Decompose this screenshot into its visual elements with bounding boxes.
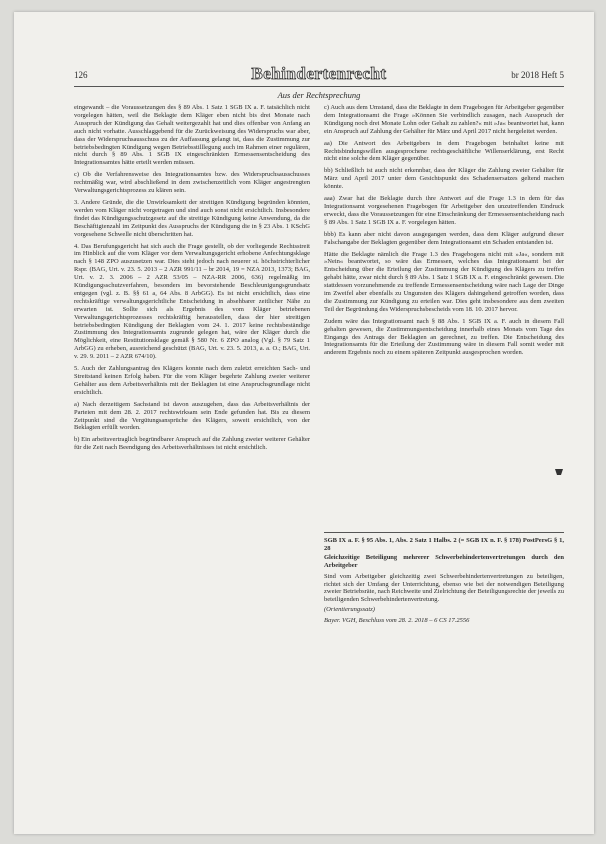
journal-title: Behindertenrecht bbox=[251, 64, 387, 83]
headnote-subtitle: Gleichzeitige Beteiligung mehrerer Schwerbehindertenvertretungen durch den Arbeitgeber bbox=[324, 553, 564, 569]
case-headnote bbox=[324, 532, 564, 625]
paragraph: c) Ob die Verfahrensweise des Integrationsamtes bzw. des Widerspruchsausschusses rechtmäßig war, wird abschließend in dem zwischenzeitlich vom Kläger angestrengten Verwaltungsgerichtsprozess zu klären sein. bbox=[74, 171, 310, 195]
paragraph: aaa) Zwar hat die Beklagte durch ihre Antwort auf die Frage 1.3 in dem für das Integrationsamt vorgesehenen Fragebogen für Arbeitgeber den unzutreffenden Eindruck erweckt, dass die Voraussetzungen für eine Einschränkung der Ermessensentscheidung nach § 89 Abs. 1 Satz 1 SGB IX a. F. vorgelegen hätten. bbox=[324, 195, 564, 226]
page-number: 126 bbox=[74, 70, 88, 80]
paragraph: Hätte die Beklagte nämlich die Frage 1.3 des Fragebogens nicht mit »Ja«, sondern mit »Nein« beantwortet, so wäre das Ermessen, welches das Integrationsamt bei der Entscheidung über die Erteilung der Zustimmung der Kündigung des Klägers zu treffen gehabt hätte, zwar nicht durch § 89 Abs. 1 Satz 1 SGB IX a. F. eingeschränkt gewesen. Die stattdessen vorzunehmende zu treffende Ermessensentscheidung wäre nach Lage der Dinge im Zweifel aber ebenfalls zu Ungunsten des Klägers dahingehend getroffen worden, dass die Zustimmung zur Kündigung zu erteilen war. Dies geht insbesondere aus dem zweiten Teil der Begründung des Widerspruchsbescheids vom 18. 10. 2017 hervor. bbox=[324, 250, 564, 313]
paragraph: Zudem wäre das Integrationsamt nach § 88 Abs. 1 SGB IX a. F. auch in diesem Fall gehalten gewesen, die Zustimmungsentscheidung innerhalb eines Monats vom Tage des Eingangs des Antrags der Beklagten an gerechnet, zu treffen. Die Entscheidung des Integrationsamts für die Erteilung der Zustimmung wäre in diesem Fall somit weder mit anderem Ergebnis noch zu einem späteren Zeitpunkt ausgesprochen worden. bbox=[324, 317, 564, 357]
paragraph: 4. Das Berufungsgericht hat sich auch die Frage gestellt, ob der vorliegende Rechtsstreit im Hinblick auf die vom Kläger vor dem Verwaltungsgericht erhobene Anfechtungsklage nach § 148 ZPO auszusetzen war. Dies steht jedoch nach neuerer st. höchstrichterlicher Rspr. (BAG, Urt. v. 23. 5. 2013 – 2 AZR 991/11 – br 2014, 19 = NZA 2013, 1373; BAG, Urt. v. 2. 3. 2006 – 2 AZR 53/05 – NZA-RR 2006, 636) regelmäßig im Kündigungsschutzverfahren, besonders im bevorstehende Beschleunigungsgrundsatz entgegen (vgl. z. B. §§ 61 a, 64 Abs. 8 ArbGG). Es ist nicht ersichtlich, dass eine rechtskräftige verwaltungsgerichtliche Entscheidung in absehbarer zeitlicher Nähe zu erwarten ist. Sollte sich als Ergebnis des vom Kläger betriebenen Verwaltungsgerichtsprozesses rechtskräftig herausstellen, dass der hier streitigen betriebsbedingten Kündigung der Beklagten vom 24. 1. 2017 keine rechtsbeständige Zustimmung des Integrationsamts zugrunde gelegen hat, wäre der Kläger durch die Möglichkeit, eine Restitutionsklage gemäß § 580 Nr. 6 ZPO analog (Vgl. § 79 Satz 1 ArbGG) zu erheben, ausreichend geschützt (BAG, Urt. v. 23. 5. 2013, a. a. O.; BAG, Urt. v. 29. 9. 2011 – 2 AZR 674/10). bbox=[74, 242, 310, 361]
paragraph: 5. Auch der Zahlungsantrag des Klägers konnte nach dem zuletzt erreichten Sach- und Streitstand keinen Erfolg haben. Für die vom Kläger begehrte Zahlung zweier weiterer Gehälter aus dem Arbeitsverhältnis mit der Beklagten ist eine Anspruchsgrundlage nicht ersichtlich. bbox=[74, 365, 310, 396]
issue-label: br 2018 Heft 5 bbox=[511, 70, 564, 80]
paragraph: eingewandt – die Voraussetzungen des § 89 Abs. 1 Satz 1 SGB IX a. F. tatsächlich nicht vorgelegen hätten, weil die Beklagte dem Kläger eben nicht bis drei Monate nach Ausspruch der Kündigung das Gehalt weitergezahlt hat und dies offenbar von Anfang an auch nicht vorhatte. Ausschlaggebend für die Zurückweisung des Widerspruchs war aber, dass der Widerspruchsausschuss zu der Auffassung gelangt ist, dass die Zustimmung zur betriebsbedingten Kündigung wegen Betriebsstilllegung auch im Rahmen einer regulären, nicht durch § 89 Abs. 1 SGB IX eingeschränkten Ermessensentscheidung des Integrationsamtes hätte erteilt werden müssen. bbox=[74, 104, 310, 167]
paragraph: bbb) Es kann aber nicht davon ausgegangen werden, dass dem Kläger aufgrund dieser Falschangabe der Beklagten gegenüber dem Integrationsamt ein Schaden entstanden ist. bbox=[324, 230, 564, 246]
journal-page bbox=[14, 12, 594, 834]
paragraph: bb) Schließlich ist auch nicht erkennbar, dass der Kläger die Zahlung zweier Gehälter für März und April 2017 unter dem Gesichtspunkt des Schadensersatzes geltend machen könnte. bbox=[324, 167, 564, 191]
paragraph: b) Ein arbeitsvertraglich begründbarer Anspruch auf die Zahlung zweier weiterer Gehälter für die Zeit nach Beendigung des Arbeitsverhältnisses ist nicht ersichtlich. bbox=[74, 436, 310, 452]
page-header bbox=[74, 64, 564, 87]
headnote-text: Sind vom Arbeitgeber gleichzeitig zwei Schwerbehindertenvertretungen zu beteiligen, richtet sich der Umfang der Unterrichtung, ebenso wie bei der notwendigen Beteiligung zweier Betriebsräte, nach Reichweite und Zielrichtung der Beteiligungsrechte der jeweils zu beteiligenden Schwerbehindertenvertretung. bbox=[324, 572, 564, 604]
paragraph: aa) Die Antwort des Arbeitgebers in dem Fragebogen beinhaltet keine mit Rechtsbindungswillen ausgesprochene rechtsgeschäftliche Willenserklärung, erst Recht nicht eine solche dem Kläger gegenüber. bbox=[324, 139, 564, 163]
headnote-tag: (Orientierungssatz) bbox=[324, 606, 375, 614]
section-title: Aus der Rechtsprechung bbox=[277, 90, 361, 100]
headnote-title: SGB IX a. F. § 95 Abs. 1, Abs. 2 Satz 1 Halbs. 2 (= SGB IX n. F. § 178) PostPersG § 1, 28 bbox=[324, 537, 564, 552]
left-column bbox=[74, 104, 310, 456]
paragraph: 3. Andere Gründe, die die Unwirksamkeit der streitigen Kündigung begründen könnten, werden vom Kläger nicht vorgetragen und sind auch sonst nicht ersichtlich. Insbesondere findet das Kündigungsschutzgesetz auf die streitige Kündigung keine Anwendung, da die Beschäftigtenzahl im Zeitpunkt des Ausspruchs der Kündigung die in § 23 Abs. 1 KSchG vorgesehene Schwelle nicht überschritten hat. bbox=[74, 198, 310, 238]
headnote-divider bbox=[324, 532, 564, 533]
paragraph: c) Auch aus dem Umstand, dass die Beklagte in dem Fragebogen für Arbeitgeber gegenüber dem Integrationsamt die Frage »Können Sie verbindlich zusagen, nach Ausspruch der Kündigung noch drei Monate Lohn oder Gehalt zu zahlen?« mit »Ja« beantwortet hat, kann ein Anspruch auf Zahlung der Gehälter für März und April 2017 nicht hergeleitet werden. bbox=[324, 104, 564, 135]
paragraph: a) Nach derzeitigem Sachstand ist davon auszugehen, dass das Arbeitsverhältnis der Parteien mit dem 28. 2. 2017 rechtswirksam sein Ende gefunden hat. Bis zu diesem Zeitpunkt sind die Vergütungsansprüche des Klägers, soweit ersichtlich, von der Beklagten erfüllt worden. bbox=[74, 400, 310, 432]
headnote-citation: Bayer. VGH, Beschluss vom 28. 2. 2018 – 6 CS 17.2556 bbox=[324, 617, 470, 625]
right-column bbox=[324, 104, 564, 361]
end-of-article-icon bbox=[554, 467, 564, 476]
